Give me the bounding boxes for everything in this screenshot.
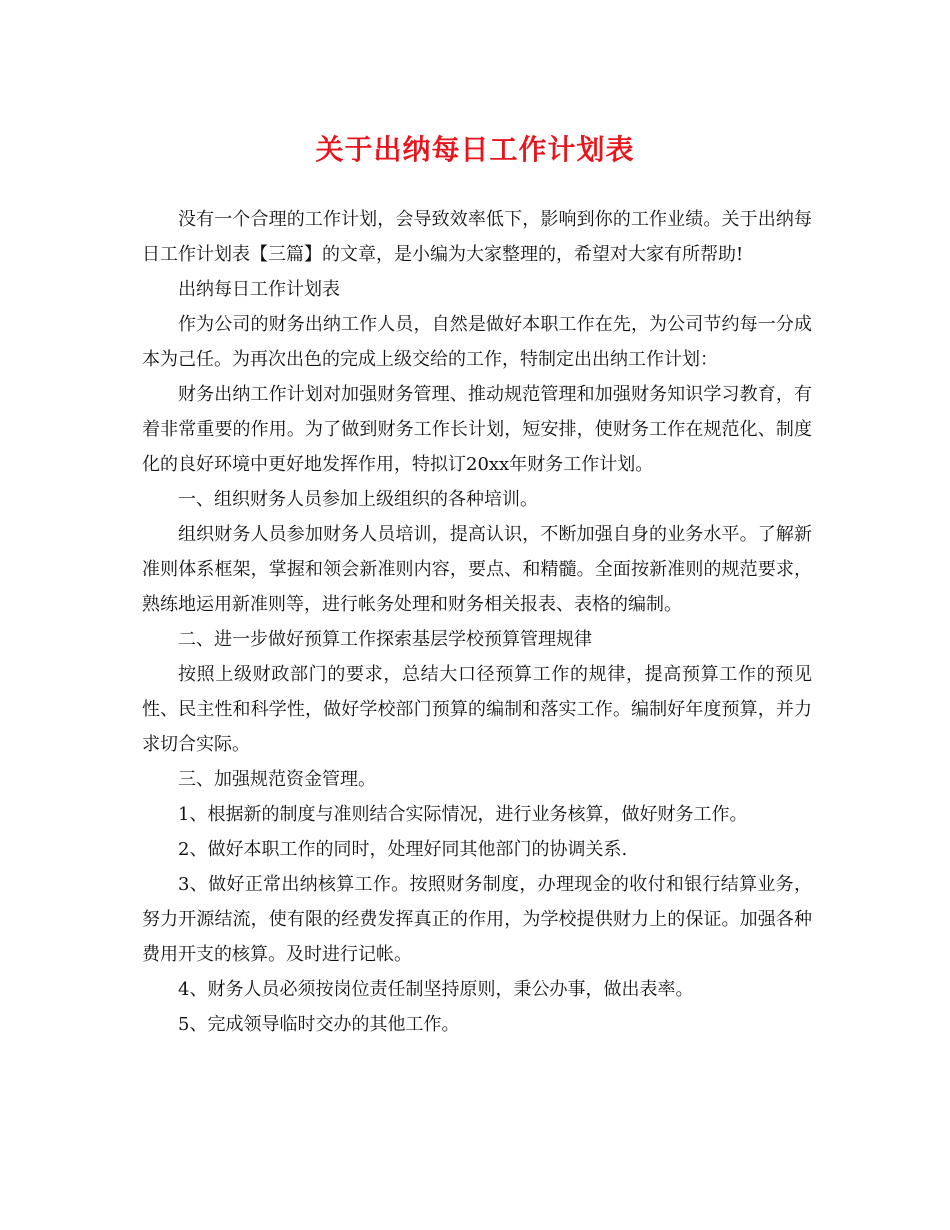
list-item: 4、财务人员必须按岗位责任制坚持原则，秉公办事，做出表率。 xyxy=(178,979,694,1000)
paragraph: 组织财务人员参加财务人员培训，提高认识，不断加强自身的业务水平。了解新准则体系框架，掌握和领会新准则内容，要点、和精髓。全面按新准则的规范要求，熟练地运用新准则等，进行帐务处理和财务相关报表、表格的编制。 xyxy=(142,524,812,615)
section-heading-1: 一、组织财务人员参加上级组织的各种培训。 xyxy=(178,489,538,510)
paragraph: 作为公司的财务出纳工作人员，自然是做好本职工作在先，为公司节约每一分成本为己任。为再次出色的完成上级交给的工作，特制定出出纳工作计划： xyxy=(142,314,812,370)
section-heading-2: 二、进一步做好预算工作探索基层学校预算管理规律 xyxy=(178,629,592,650)
paragraph-subtitle: 出纳每日工作计划表 xyxy=(178,279,340,300)
document-body xyxy=(142,202,812,1042)
paragraph: 按照上级财政部门的要求，总结大口径预算工作的规律，提高预算工作的预见性、民主性和科学性，做好学校部门预算的编制和落实工作。编制好年度预算，并力求切合实际。 xyxy=(142,664,812,755)
list-item: 5、完成领导临时交办的其他工作。 xyxy=(178,1014,460,1035)
section-heading-3: 三、加强规范资金管理。 xyxy=(178,769,376,790)
paragraph: 财务出纳工作计划对加强财务管理、推动规范管理和加强财务知识学习教育，有着非常重要的作用。为了做到财务工作长计划，短安排，使财务工作在规范化、制度化的良好环境中更好地发挥作用，特拟订20xx年财务工作计划。 xyxy=(142,384,812,475)
document-title: 关于出纳每日工作计划表 xyxy=(315,133,635,166)
list-item: 2、做好本职工作的同时，处理好同其他部门的协调关系. xyxy=(178,839,628,860)
paragraph-intro: 没有一个合理的工作计划，会导致效率低下，影响到你的工作业绩。关于出纳每日工作计划表【三篇】的文章，是小编为大家整理的，希望对大家有所帮助! xyxy=(142,209,812,265)
list-item: 1、根据新的制度与准则结合实际情况，进行业务核算，做好财务工作。 xyxy=(178,804,748,825)
list-item: 3、做好正常出纳核算工作。按照财务制度，办理现金的收付和银行结算业务，努力开源结流，使有限的经费发挥真正的作用，为学校提供财力上的保证。加强各种费用开支的核算。及时进行记帐。 xyxy=(142,874,812,965)
